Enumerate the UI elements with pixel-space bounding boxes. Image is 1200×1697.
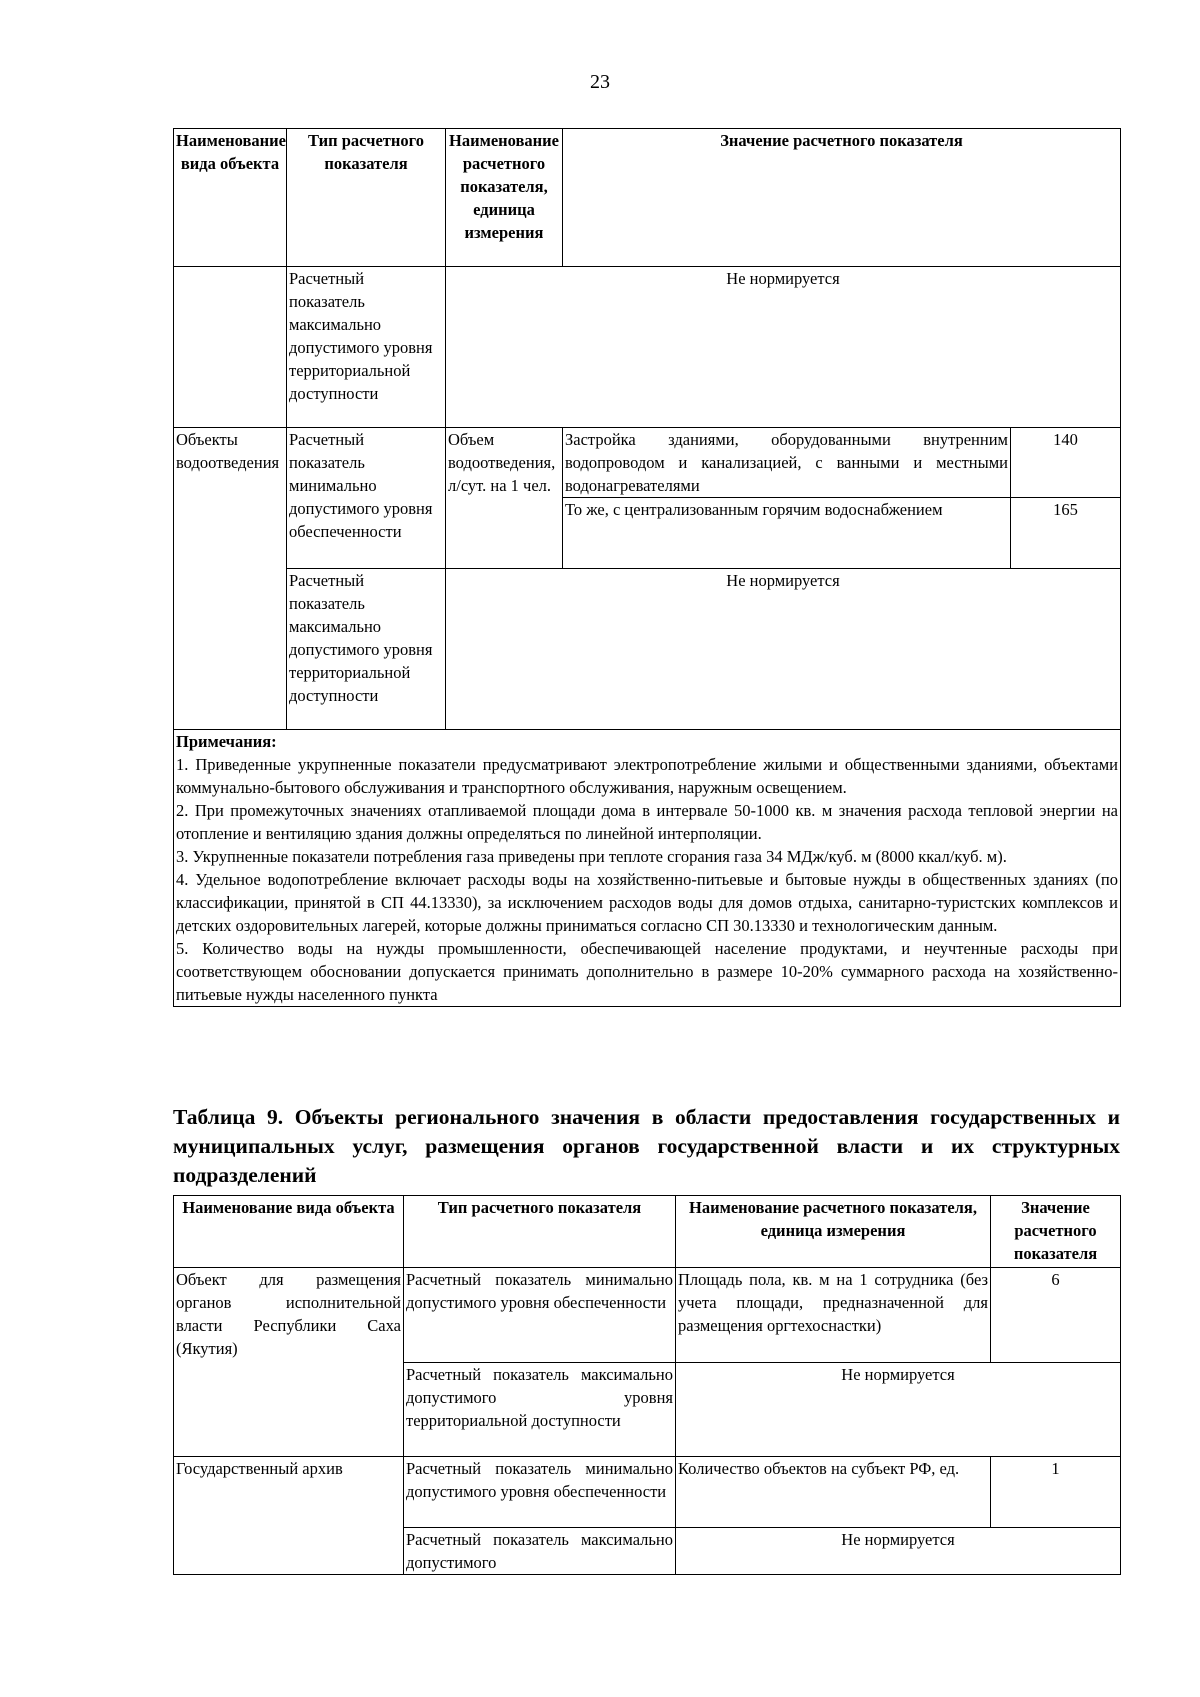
object-name-cell: Объект для размещения органов исполнительной власти Республики Саха (Якутия) bbox=[174, 1268, 404, 1457]
note-item: 4. Удельное водопотребление включает расходы воды на хозяйственно-питьевые и бытовые нужды в общественных зданиях (по классификации, принятой в СП 44.13330), за исключением расходов воды для домов отдыха, санитарно-туристских комплексов и детских оздоровительных лагерей, которые должны приниматься согласно СП 30.13330 и технологическим данным. bbox=[176, 870, 1118, 935]
header-indicator-value: Значение расчетного показателя bbox=[991, 1196, 1121, 1268]
utilities-table bbox=[173, 128, 1121, 1007]
indicator-name-cell: Объем водоотведения, л/сут. на 1 чел. bbox=[446, 428, 563, 569]
object-name-cell: Объекты водоотведения bbox=[174, 428, 287, 730]
sub-condition-cell: Застройка зданиями, оборудованными внутренним водопроводом и канализацией, с ванными и местными водонагревателями bbox=[563, 428, 1011, 498]
value-cell: Не нормируется bbox=[676, 1528, 1121, 1575]
table-header-row bbox=[174, 1196, 1121, 1268]
table-row bbox=[174, 1457, 1121, 1528]
sub-condition-cell: То же, с централизованным горячим водоснабжением bbox=[563, 498, 1011, 569]
value-cell: 6 bbox=[991, 1268, 1121, 1363]
object-name-cell: Государственный архив bbox=[174, 1457, 404, 1575]
table-9-title: Таблица 9. Объекты регионального значения в области предоставления государственных и муниципальных услуг, размещения органов государственной власти и их структурных подразделений bbox=[173, 1105, 1120, 1187]
note-item: 5. Количество воды на нужды промышленности, обеспечивающей население продуктами, и неучтенные расходы при соответствующем обосновании допускается принимать дополнительно в размере 10-20% суммарного расхода на хозяйственно-питьевые нужды населенного пункта bbox=[176, 939, 1118, 1004]
table-row bbox=[174, 267, 1121, 428]
value-cell: Не нормируется bbox=[446, 569, 1121, 730]
header-indicator-value: Значение расчетного показателя bbox=[563, 129, 1121, 267]
indicator-type-cell: Расчетный показатель максимально допустимого уровня территориальной доступности bbox=[404, 1363, 676, 1457]
value-cell: 1 bbox=[991, 1457, 1121, 1528]
header-object-name: Наименование вида объекта bbox=[174, 1196, 404, 1268]
indicator-type-cell: Расчетный показатель минимально допустимого уровня обеспеченности bbox=[287, 428, 446, 569]
note-item: 1. Приведенные укрупненные показатели предусматривают электропотребление жилыми и общественными зданиями, объектами коммунально-бытового обслуживания и транспортного обслуживания, наружным освещением. bbox=[176, 755, 1118, 797]
notes-cell bbox=[174, 730, 1121, 1007]
indicator-name-cell: Площадь пола, кв. м на 1 сотрудника (без учета площади, предназначенной для размещения оргтехоснастки) bbox=[676, 1268, 991, 1363]
value-cell: Не нормируется bbox=[446, 267, 1121, 428]
table-row bbox=[174, 428, 1121, 498]
value-cell: Не нормируется bbox=[676, 1363, 1121, 1457]
note-item: 2. При промежуточных значениях отапливаемой площади дома в интервале 50-1000 кв. м значения расхода тепловой энергии на отопление и вентиляцию здания должны определяться по линейной интерполяции. bbox=[176, 801, 1118, 843]
indicator-type-cell: Расчетный показатель максимально допустимого bbox=[404, 1528, 676, 1575]
indicator-type-cell: Расчетный показатель минимально допустимого уровня обеспеченности bbox=[404, 1268, 676, 1363]
indicator-type-cell: Расчетный показатель максимально допустимого уровня территориальной доступности bbox=[287, 569, 446, 730]
notes-row bbox=[174, 730, 1121, 1007]
header-object-name: Наименование вида объекта bbox=[174, 129, 287, 267]
indicator-name-cell: Количество объектов на субъект РФ, ед. bbox=[676, 1457, 991, 1528]
note-item: 3. Укрупненные показатели потребления газа приведены при теплоте сгорания газа 34 МДж/куб. м (8000 ккал/куб. м). bbox=[176, 847, 1007, 866]
notes-title: Примечания: bbox=[176, 732, 277, 751]
sub-value-cell: 140 bbox=[1011, 428, 1121, 498]
table-row bbox=[174, 1268, 1121, 1363]
regional-objects-table bbox=[173, 1195, 1121, 1575]
empty-cell bbox=[174, 267, 287, 428]
header-indicator-name: Наименование расчетного показателя, единица измерения bbox=[676, 1196, 991, 1268]
header-indicator-type: Тип расчетного показателя bbox=[287, 129, 446, 267]
header-indicator-name: Наименование расчетного показателя, единица измерения bbox=[446, 129, 563, 267]
sub-value-cell: 165 bbox=[1011, 498, 1121, 569]
header-indicator-type: Тип расчетного показателя bbox=[404, 1196, 676, 1268]
page-number: 23 bbox=[590, 71, 610, 93]
table-header-row bbox=[174, 129, 1121, 267]
indicator-type-cell: Расчетный показатель максимально допустимого уровня территориальной доступности bbox=[287, 267, 446, 428]
table-row bbox=[174, 569, 1121, 730]
indicator-type-cell: Расчетный показатель минимально допустимого уровня обеспеченности bbox=[404, 1457, 676, 1528]
